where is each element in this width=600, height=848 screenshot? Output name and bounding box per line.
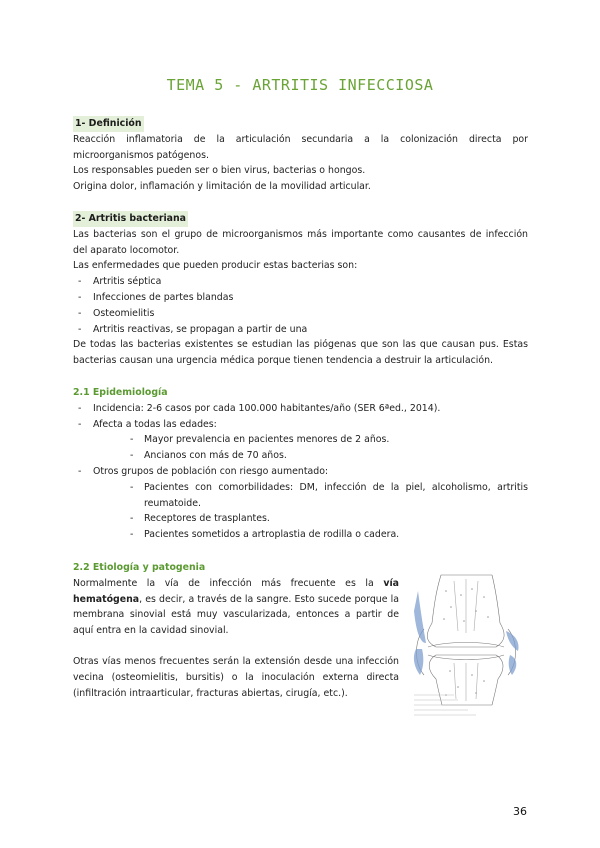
list-item: - Mayor prevalencia en pacientes menores de 2 años. [73, 432, 528, 448]
bacteriana-closing: De todas las bacterias existentes se estudian las piógenas que son las que causan pus. Estas bacterias causan una urgencia médica porque tienen tendencia a destruir la articulación. [73, 339, 528, 367]
epidemiologia-list [73, 401, 528, 433]
definicion-paragraph-1: Reacción inflamatoria de la articulación secundaria a la colonización directa por microorganismos patógenos. [73, 133, 528, 161]
section-epidemiologia [73, 385, 528, 543]
list-item: - Incidencia: 2-6 casos por cada 100.000 habitantes/año (SER 6ªed., 2014). [73, 401, 528, 417]
epidemiologia-sublist-edades [73, 432, 528, 464]
section-definicion [73, 116, 528, 195]
list-item: - Pacientes con comorbilidades: DM, infección de la piel, alcoholismo, artritis reumatoide. [73, 480, 528, 512]
heading-epidemiologia: 2.1 Epidemiología [73, 387, 168, 398]
definicion-paragraph-3: Origina dolor, inflamación y limitación de la movilidad articular. [73, 181, 371, 193]
list-item: - Osteomielitis [73, 306, 528, 322]
via-hematogena-emphasis: vía hematógena [73, 577, 399, 605]
list-item: - Receptores de trasplantes. [73, 511, 528, 527]
definicion-paragraph-2: Los responsables pueden ser o bien virus, bacterias o hongos. [73, 165, 366, 177]
etiologia-paragraph-2: Otras vías menos frecuentes serán la extensión desde una infección vecina (osteomielitis, bursitis) o la inoculación externa directa (infiltración intraarticular, fracturas abiertas, cirugía, etc.). [73, 655, 399, 699]
list-item: - Otros grupos de población con riesgo aumentado: [73, 464, 528, 480]
epidemiologia-sublist-riesgo [73, 480, 528, 543]
heading-etiologia: 2.2 Etiología y patogenia [73, 562, 206, 573]
etiologia-p1-before: Normalmente la vía de infección más frecuente es la [73, 577, 384, 589]
heading-bacteriana: 2- Artritis bacteriana [73, 211, 188, 227]
page-title: TEMA 5 - ARTRITIS INFECCIOSA [166, 76, 434, 94]
list-item: - Afecta a todas las edades: [73, 417, 528, 433]
section-etiologia [73, 560, 399, 701]
list-item: - Artritis séptica [73, 274, 528, 290]
heading-definicion: 1- Definición [73, 116, 144, 132]
bacteriana-list-intro: Las enfermedades que pueden producir estas bacterias son: [73, 260, 358, 272]
list-item: - Artritis reactivas, se propagan a partir de una [73, 322, 528, 338]
epidemiologia-list-cont [73, 464, 528, 480]
page-number: 36 [513, 805, 527, 818]
section-bacteriana [73, 211, 528, 369]
etiologia-paragraph-1 [73, 576, 399, 639]
bacteriana-list [73, 274, 528, 337]
joint-illustration [406, 571, 528, 721]
joint-drawing [417, 575, 516, 705]
list-item: - Pacientes sometidos a artroplastia de rodilla o cadera. [73, 527, 528, 543]
bacteriana-intro: Las bacterias son el grupo de microorganismos más importante como causantes de infección del aparato locomotor. [73, 228, 528, 256]
etiologia-p1-after: , es decir, a través de la sangre. Esto sucede porque la membrana sinovial está muy vascularizada, entonces a partir de aquí entra en la cavidad sinovial. [73, 593, 399, 637]
list-item: - Ancianos con más de 70 años. [73, 448, 528, 464]
list-item: - Infecciones de partes blandas [73, 290, 528, 306]
